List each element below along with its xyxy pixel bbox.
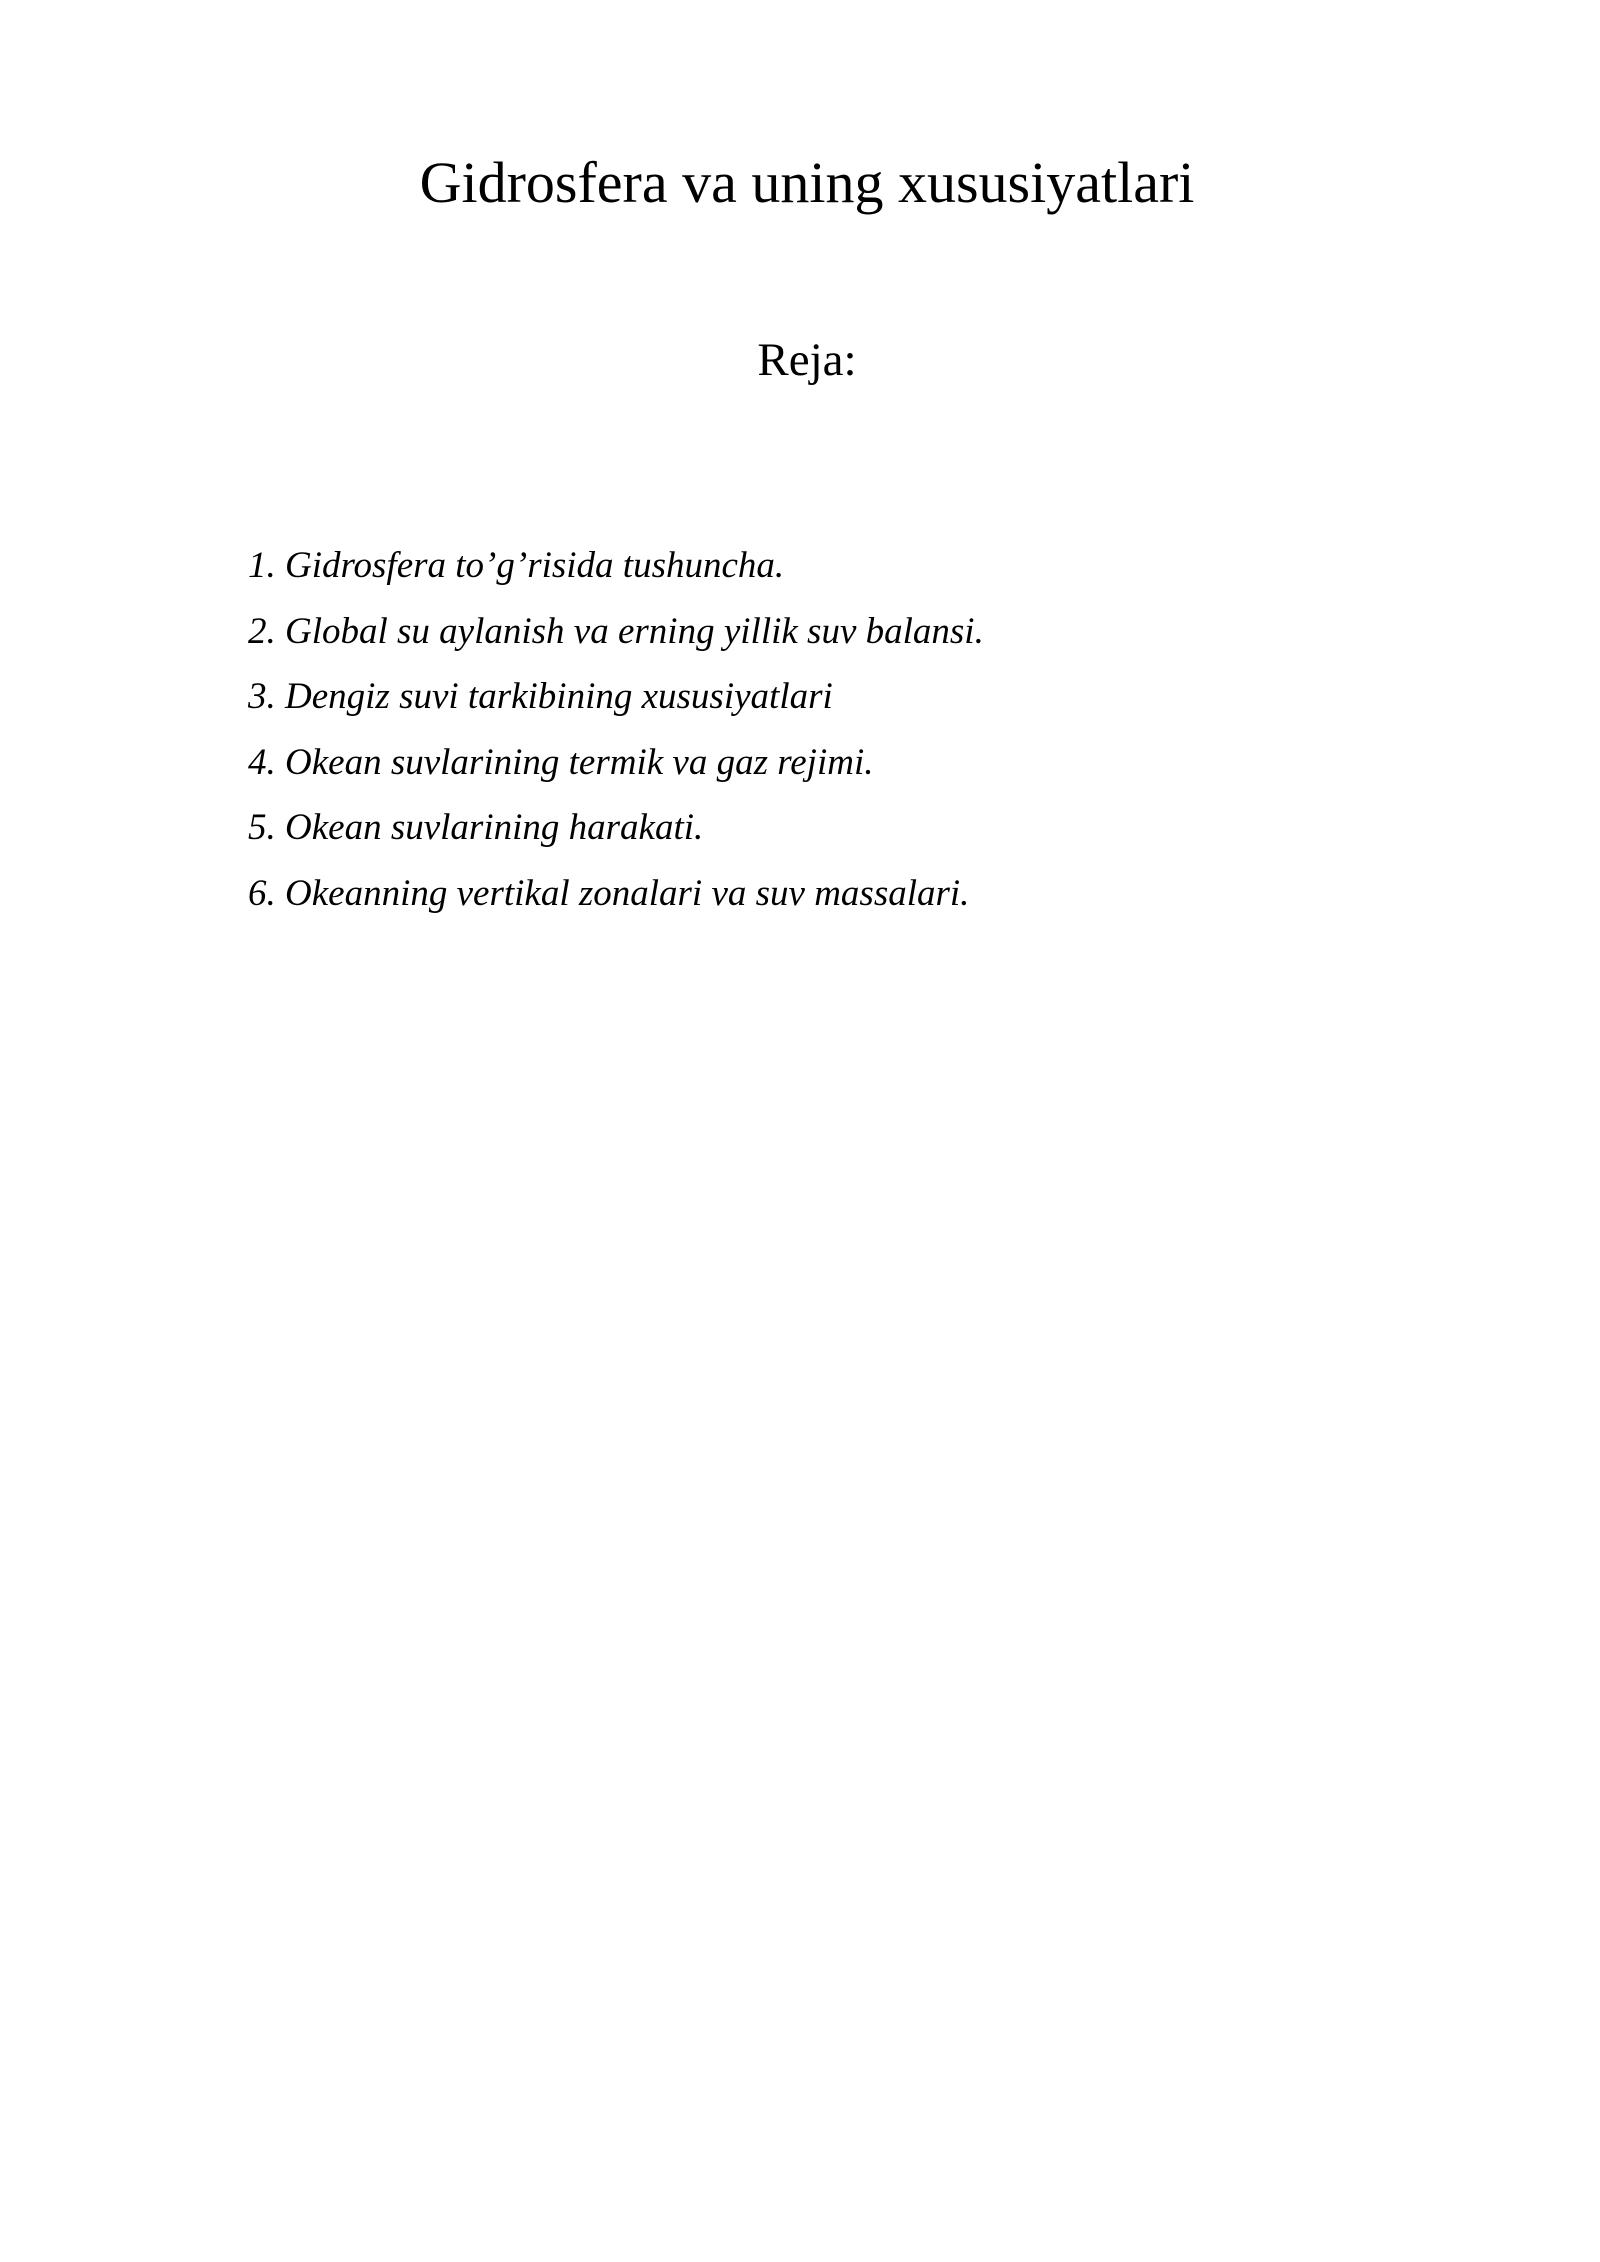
plan-item-6: 6. Okeanning vertikal zonalari va suv massalari. [248,872,970,914]
plan-item-2: 2. Global su aylanish va erning yillik suv balansi. [248,610,984,652]
plan-item-4: 4. Okean suvlarining termik va gaz rejimi. [248,741,874,783]
page-title: Gidrosfera va uning xususiyatlari [419,150,1195,215]
plan-list [248,533,984,926]
plan-item-5: 5. Okean suvlarining harakati. [248,807,704,848]
plan-item-1: 1. Gidrosfera to’g’risida tushuncha. [248,545,785,586]
plan-heading: Reja: [757,334,857,386]
plan-item-3: 3. Dengiz suvi tarkibining xususiyatlari [248,676,833,717]
